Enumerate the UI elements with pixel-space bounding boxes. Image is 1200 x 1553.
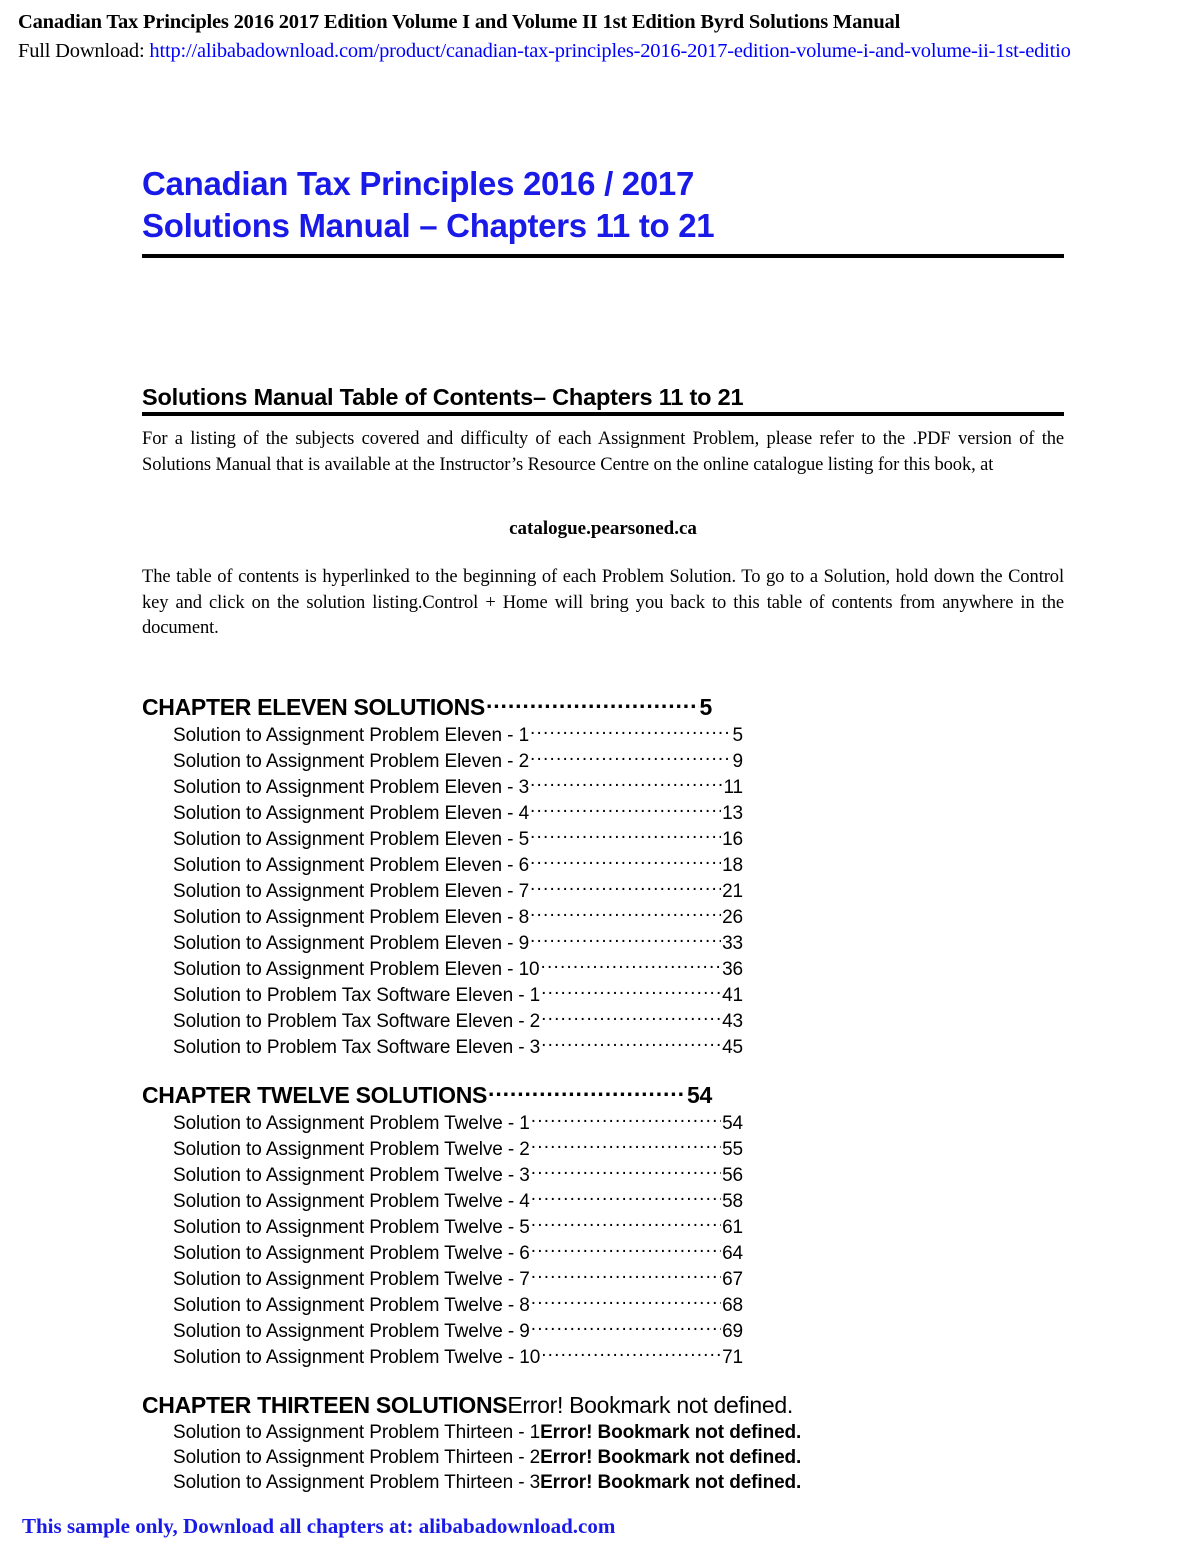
toc-dot-leader [531, 1266, 721, 1285]
promo-download-link[interactable]: http://alibabadownload.com/product/canadian-tax-principles-2016-2017-edition-volume-i-and-volume-ii-1st-editio [149, 40, 1071, 62]
toc-entry-label: Solution to Assignment Problem Eleven - 3 [173, 777, 530, 798]
toc-dot-leader [541, 956, 722, 975]
toc-entry[interactable] [142, 826, 743, 852]
toc-entry-page-number: 13 [722, 803, 743, 824]
toc-entry-label: Solution to Assignment Problem Eleven - 9 [173, 933, 530, 954]
toc-entry-label: Solution to Assignment Problem Twelve - 6 [173, 1243, 530, 1264]
toc-entry[interactable] [142, 1162, 743, 1188]
document-title [142, 163, 1064, 247]
toc-entry-page-number: 43 [722, 1011, 743, 1032]
toc-entry[interactable] [142, 1240, 743, 1266]
toc-dot-leader [486, 692, 699, 715]
toc-dot-leader [531, 1188, 721, 1207]
toc-entry-label: Solution to Assignment Problem Eleven - 1 [173, 725, 530, 746]
toc-entry-page-number: 45 [722, 1037, 743, 1058]
toc-entry[interactable] [142, 1420, 802, 1445]
toc-entry-page-number: 36 [722, 959, 743, 980]
toc-dot-leader [530, 878, 721, 897]
toc-entry[interactable] [142, 722, 743, 748]
toc-dot-leader [530, 722, 731, 741]
toc-dot-leader [541, 982, 721, 1001]
toc-entry-page-number: 55 [722, 1139, 743, 1160]
toc-entry-page-number: 11 [723, 777, 743, 798]
toc-entry[interactable] [142, 1110, 743, 1136]
toc-entry-page-number: 16 [722, 829, 743, 850]
promo-book-title: Canadian Tax Principles 2016 2017 Edition Volume I and Volume II 1st Edition Byrd Solutions Manual [18, 11, 901, 33]
toc-entry-label: Solution to Problem Tax Software Eleven - 3 [173, 1037, 541, 1058]
toc-entry-label: Solution to Assignment Problem Eleven - 10 [173, 959, 540, 980]
toc-entry[interactable] [142, 1470, 802, 1495]
toc-entry-page-number: 54 [722, 1113, 743, 1134]
toc-dot-leader [531, 1292, 721, 1311]
toc-entry-label: Solution to Assignment Problem Twelve - 5 [173, 1217, 530, 1238]
toc-dot-leader [531, 1240, 721, 1259]
toc-entry-label: Solution to Assignment Problem Eleven - 7 [173, 881, 530, 902]
toc-entry-label: Solution to Assignment Problem Twelve - 1 [173, 1113, 530, 1134]
toc-chapter-error: Error! Bookmark not defined. [507, 1392, 793, 1418]
catalogue-url: catalogue.pearsoned.ca [509, 518, 697, 539]
toc-entry[interactable] [142, 904, 743, 930]
toc-entry[interactable] [142, 1008, 743, 1034]
toc-entry[interactable] [142, 1266, 743, 1292]
toc-dot-leader [530, 800, 721, 819]
toc-entry-label: Solution to Assignment Problem Twelve - 2 [173, 1139, 530, 1160]
toc-entry-page-number: 58 [722, 1191, 743, 1212]
toc-dot-leader [531, 1136, 721, 1155]
toc-entry[interactable] [142, 1136, 743, 1162]
toc-dot-leader [531, 1318, 721, 1337]
toc-chapter-heading[interactable] [142, 1080, 712, 1110]
toc-entry-label: Solution to Assignment Problem Twelve - 3 [173, 1165, 530, 1186]
toc-chapter-label: CHAPTER TWELVE SOLUTIONS [142, 1082, 488, 1108]
toc-entry-page-number: 9 [732, 751, 743, 772]
document-title-line-1: Canadian Tax Principles 2016 / 2017 [142, 165, 695, 202]
table-of-contents [142, 692, 802, 1495]
toc-section-heading: Solutions Manual Table of Contents– Chapters 11 to 21 [142, 384, 744, 410]
toc-dot-leader [531, 1214, 721, 1233]
toc-chapter-heading[interactable] [142, 692, 712, 722]
toc-entry-label: Solution to Problem Tax Software Eleven - 1 [173, 985, 541, 1006]
toc-entry[interactable] [142, 800, 743, 826]
toc-dot-leader [530, 904, 721, 923]
toc-entry[interactable] [142, 1214, 743, 1240]
document-title-line-2: Solutions Manual – Chapters 11 to 21 [142, 207, 715, 244]
toc-entry-page-number: 33 [722, 933, 743, 954]
toc-entry-page-number: 61 [722, 1217, 743, 1238]
toc-dot-leader [530, 748, 731, 767]
toc-entry[interactable] [142, 1445, 802, 1470]
toc-chapter-label: CHAPTER THIRTEEN SOLUTIONS [142, 1392, 508, 1418]
toc-entry-page-number: 69 [722, 1321, 743, 1342]
toc-entry-page-number: 26 [722, 907, 743, 928]
toc-dot-leader [530, 930, 721, 949]
intro-paragraph: For a listing of the subjects covered and difficulty of each Assignment Problem, please refer to the .PDF version of the Solutions Manual that is available at the Instructor’s Resource Centre on the online catalogue listing for this book, at [142, 429, 1064, 475]
toc-entry[interactable] [142, 774, 743, 800]
toc-entry-page-number: 68 [722, 1295, 743, 1316]
toc-entry[interactable] [142, 1034, 743, 1060]
toc-entry-label: Solution to Assignment Problem Twelve - 4 [173, 1191, 530, 1212]
toc-entry-page-number: 67 [722, 1269, 743, 1290]
toc-entry[interactable] [142, 852, 743, 878]
toc-entry-label: Solution to Problem Tax Software Eleven - 2 [173, 1011, 541, 1032]
toc-entry[interactable] [142, 1344, 743, 1370]
toc-entry-page-number: 56 [722, 1165, 743, 1186]
toc-entry-label: Solution to Assignment Problem Eleven - 8 [173, 907, 530, 928]
toc-entry-label: Solution to Assignment Problem Eleven - 6 [173, 855, 530, 876]
toc-dot-leader [541, 1344, 721, 1363]
toc-entry[interactable] [142, 1188, 743, 1214]
toc-entry-label: Solution to Assignment Problem Thirteen - 1 [173, 1422, 541, 1443]
toc-entry-label: Solution to Assignment Problem Twelve - 7 [173, 1269, 530, 1290]
toc-chapter-heading[interactable] [142, 1390, 793, 1420]
toc-entry-label: Solution to Assignment Problem Eleven - 5 [173, 829, 530, 850]
footer-sample-note: This sample only, Download all chapters at: alibabadownload.com [22, 1514, 616, 1538]
toc-entry[interactable] [142, 956, 743, 982]
toc-entry[interactable] [142, 1318, 743, 1344]
toc-entry-page-number: 21 [722, 881, 743, 902]
promo-download-line [18, 36, 1200, 66]
toc-heading-divider [142, 412, 1064, 416]
title-divider [142, 254, 1064, 258]
toc-dot-leader [530, 826, 721, 845]
toc-entry-page-number: 71 [722, 1347, 743, 1368]
toc-entry-label: Solution to Assignment Problem Thirteen - 3 [173, 1472, 541, 1493]
promo-download-label: Full Download: [18, 40, 150, 62]
toc-entry[interactable] [142, 748, 743, 774]
toc-dot-leader [541, 1034, 721, 1053]
toc-entry-page-number: 64 [722, 1243, 743, 1264]
toc-entry[interactable] [142, 982, 743, 1008]
toc-dot-leader [530, 852, 721, 871]
toc-dot-leader [530, 774, 722, 793]
toc-entry-page-number: 18 [722, 855, 743, 876]
toc-chapter-page-number: 54 [687, 1082, 712, 1108]
promo-header [18, 8, 1200, 66]
toc-dot-leader [531, 1162, 721, 1181]
toc-dot-leader [541, 1008, 721, 1027]
toc-dot-leader [531, 1110, 721, 1129]
toc-entry[interactable] [142, 1292, 743, 1318]
toc-entry-label: Solution to Assignment Problem Thirteen - 2 [173, 1447, 541, 1468]
toc-entry[interactable] [142, 930, 743, 956]
toc-dot-leader [488, 1080, 686, 1103]
toc-entry[interactable] [142, 878, 743, 904]
toc-entry-page-number: 5 [732, 725, 743, 746]
toc-entry-page-number: 41 [722, 985, 743, 1006]
toc-entry-error: Error! Bookmark not defined. [540, 1447, 802, 1468]
toc-entry-error: Error! Bookmark not defined. [540, 1422, 802, 1443]
toc-entry-label: Solution to Assignment Problem Eleven - 2 [173, 751, 530, 772]
toc-entry-label: Solution to Assignment Problem Twelve - 10 [173, 1347, 541, 1368]
hyperlink-instructions-paragraph: The table of contents is hyperlinked to the beginning of each Problem Solution. To go to a Solution, hold down the Control key and click on the solution listing.Control + Home will bring you back to this table of contents from anywhere in the document. [142, 567, 1064, 638]
toc-chapter-label: CHAPTER ELEVEN SOLUTIONS [142, 694, 485, 720]
toc-entry-label: Solution to Assignment Problem Eleven - 4 [173, 803, 530, 824]
toc-entry-label: Solution to Assignment Problem Twelve - 9 [173, 1321, 530, 1342]
toc-entry-label: Solution to Assignment Problem Twelve - 8 [173, 1295, 530, 1316]
toc-chapter-page-number: 5 [699, 694, 712, 720]
toc-entry-error: Error! Bookmark not defined. [540, 1472, 802, 1493]
